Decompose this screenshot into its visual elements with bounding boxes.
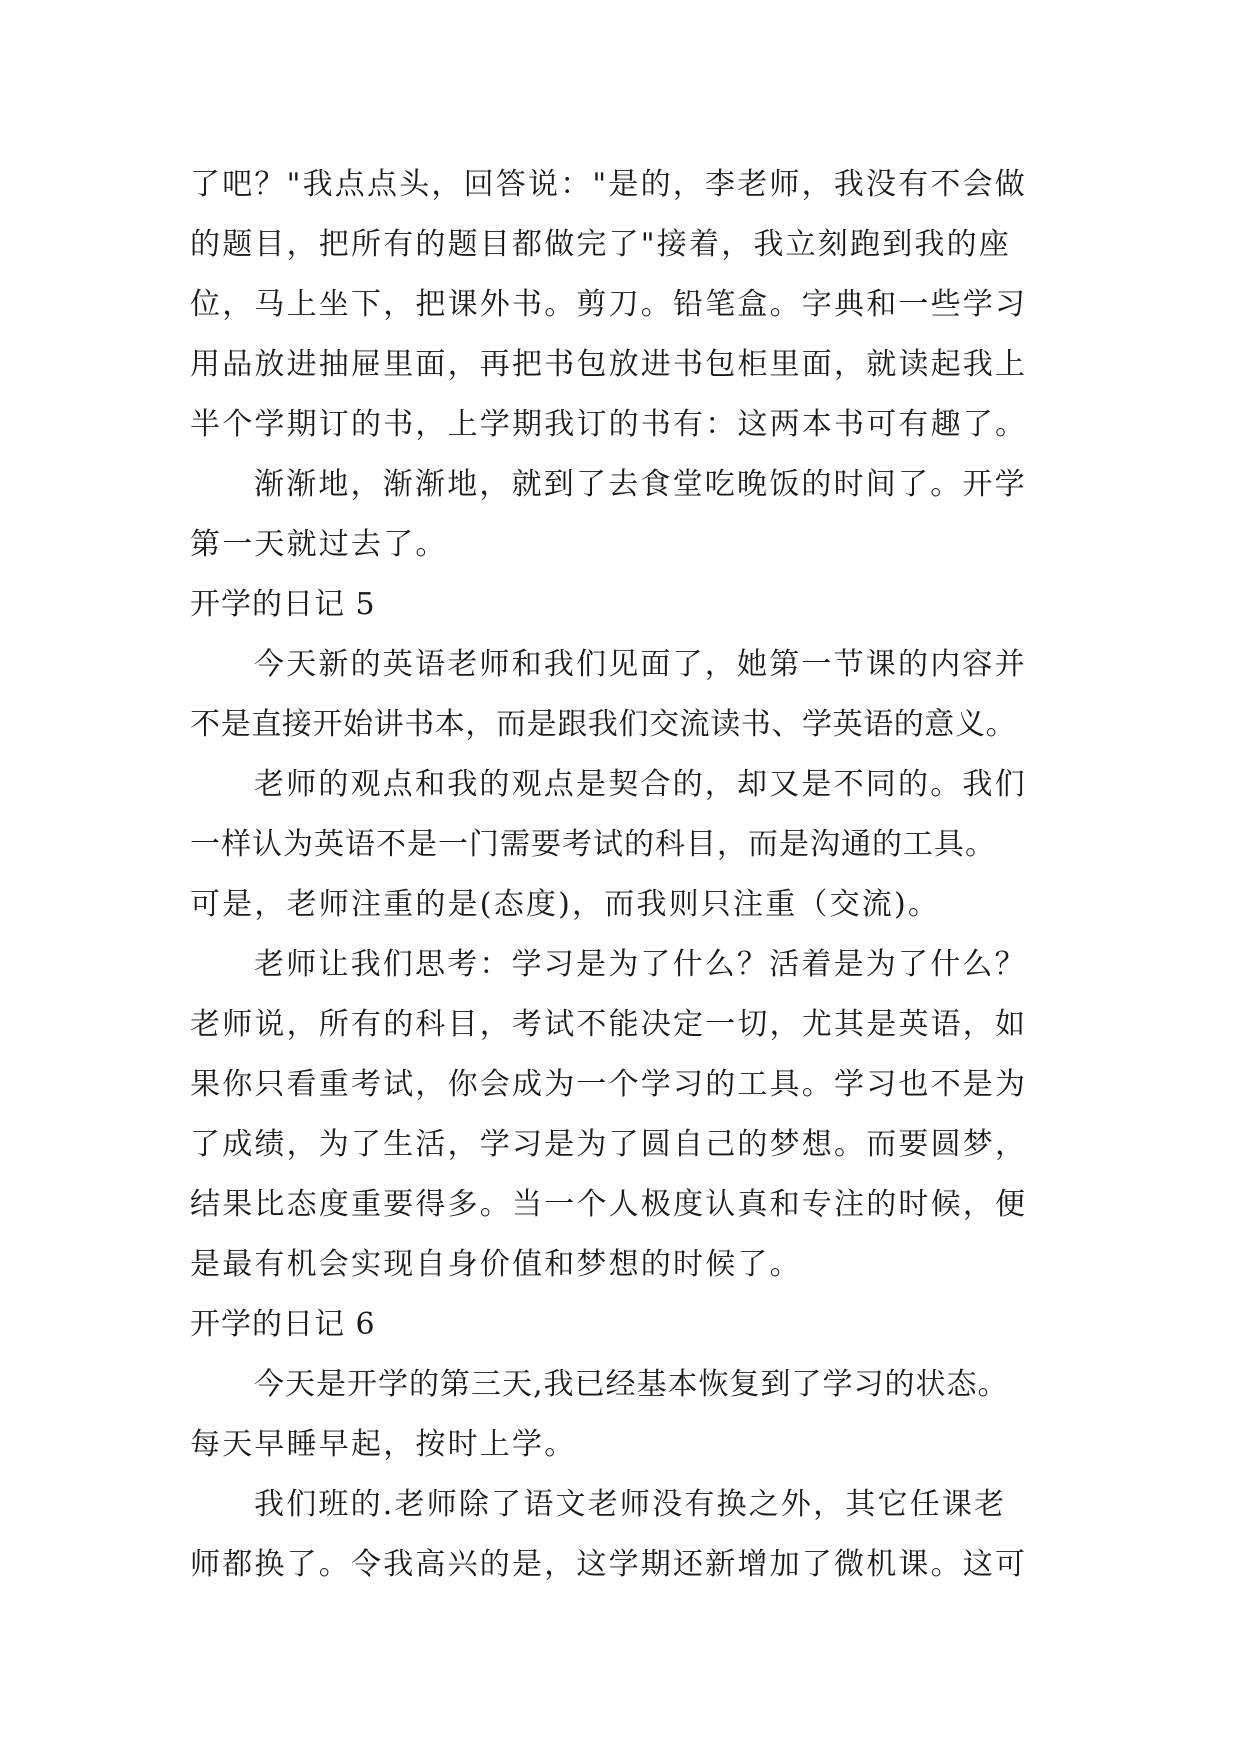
paragraph-first-line: 老师让我们思考：学习是为了什么？活着是为了什么？ [254, 947, 1027, 982]
body-line: 结果比态度重要得多。当一个人极度认真和专注的时候，便 [190, 1187, 1028, 1222]
body-line: 老师说，所有的科目，考试不能决定一切，尤其是英语，如 [190, 1007, 1028, 1042]
body-line: 可是，老师注重的是(态度)，而我则只注重（交流)。 [190, 887, 941, 922]
section-heading: 开学的日记 6 [190, 1307, 376, 1342]
body-line: 师都换了。令我高兴的是，这学期还新增加了微机课。这可 [190, 1547, 1028, 1582]
body-line: 的题目，把所有的题目都做完了"接着，我立刻跑到我的座 [190, 227, 1011, 262]
paragraph-first-line: 老师的观点和我的观点是契合的，却又是不同的。我们 [254, 767, 1027, 802]
paragraph-first-line: 我们班的.老师除了语文老师没有换之外，其它任课老 [254, 1487, 1007, 1522]
body-line: 是最有机会实现自身价值和梦想的时候了。 [190, 1247, 802, 1282]
body-line: 每天早睡早起，按时上学。 [190, 1427, 577, 1462]
body-line: 了吧？"我点点头，回答说："是的，李老师，我没有不会做 [190, 167, 1027, 202]
paragraph-first-line: 今天新的英语老师和我们见面了，她第一节课的内容并 [254, 647, 1027, 682]
body-line: 位，马上坐下，把课外书。剪刀。铅笔盒。字典和一些学习 [190, 287, 1028, 322]
body-line: 了成绩，为了生活，学习是为了圆自己的梦想。而要圆梦， [190, 1127, 1028, 1162]
section-heading: 开学的日记 5 [190, 587, 376, 622]
body-line: 果你只看重考试，你会成为一个学习的工具。学习也不是为 [190, 1067, 1028, 1102]
body-line: 不是直接开始讲书本，而是跟我们交流读书、学英语的意义。 [190, 707, 1017, 742]
body-line: 半个学期订的书，上学期我订的书有：这两本书可有趣了。 [190, 407, 1028, 442]
paragraph-first-line: 渐渐地，渐渐地，就到了去食堂吃晚饭的时间了。开学 [254, 467, 1027, 502]
body-line: 用品放进抽屉里面，再把书包放进书包柜里面，就读起我上 [190, 347, 1028, 382]
paragraph-first-line: 今天是开学的第三天,我已经基本恢复到了学习的状态。 [254, 1367, 1009, 1402]
body-line: 一样认为英语不是一门需要考试的科目，而是沟通的工具。 [190, 827, 996, 862]
body-line: 第一天就过去了。 [190, 527, 448, 562]
